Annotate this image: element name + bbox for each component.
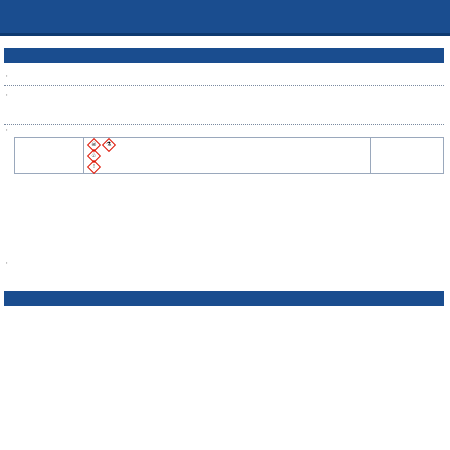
table-row — [15, 138, 444, 174]
hazard-line-3 — [87, 161, 367, 172]
substance-cell — [84, 138, 371, 174]
section-3-header — [4, 48, 444, 63]
logo-text — [326, 6, 444, 28]
hazardous-ingredients-table — [14, 137, 444, 174]
environment-icon: ♧ — [87, 149, 101, 163]
concentration-cell — [371, 138, 444, 174]
exclamation-icon: ! — [87, 160, 101, 174]
hazardous-label-row: · — [5, 125, 9, 136]
hazard-line-2 — [87, 150, 367, 161]
hazard-line-1 — [87, 139, 367, 150]
subsection-3-2: · — [5, 71, 9, 82]
uzin-logo — [326, 6, 444, 28]
divider — [4, 124, 444, 125]
description-label-row: · — [5, 90, 9, 101]
corrosion-icon: ⚗ — [102, 138, 116, 152]
skull-icon: ☠ — [87, 138, 101, 152]
cas-cell — [15, 138, 84, 174]
divider — [4, 85, 444, 86]
additional-notes: · — [5, 258, 9, 269]
header-bar — [0, 0, 450, 36]
section-4-header — [4, 291, 444, 306]
